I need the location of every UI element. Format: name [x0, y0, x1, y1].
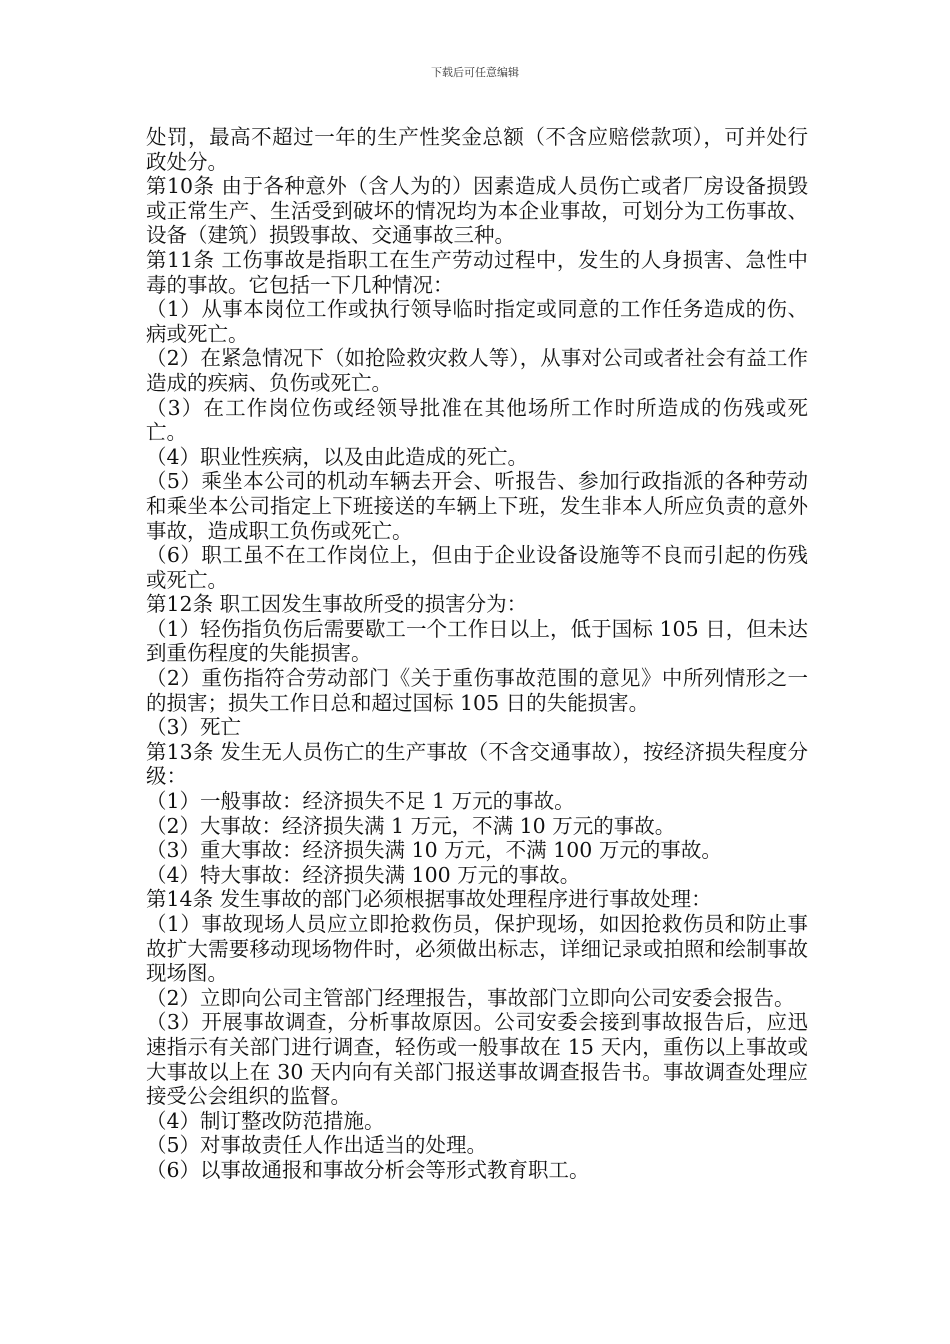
- article-14-item-4: （4）制订整改防范措施。: [146, 1108, 385, 1133]
- article-13: 第13条 发生无人员伤亡的生产事故（不含交通事故），按经济损失程度分级：: [146, 739, 808, 789]
- article-11-item-5: （5）乘坐本公司的机动车辆去开会、听报告、参加行政指派的各种劳动和乘坐本公司指定上下班接送的车辆上下班，发生非本人所应负责的意外事故，造成职工负伤或死亡。: [146, 469, 808, 543]
- article-13-item-4: （4）特大事故：经济损失满 100 万元的事故。: [146, 862, 581, 887]
- article-14-item-6: （6）以事故通报和事故分析会等形式教育职工。: [146, 1157, 590, 1182]
- article-14-item-1: （1）事故现场人员应立即抢救伤员，保护现场，如因抢救伤员和防止事故扩大需要移动现场物件时，必须做出标志，详细记录或拍照和绘制事故现场图。: [146, 912, 808, 986]
- article-14-item-5: （5）对事故责任人作出适当的处理。: [146, 1133, 488, 1158]
- article-12-item-3: （3）死亡: [146, 715, 242, 740]
- article-11-item-3: （3）在工作岗位伤或经领导批准在其他场所工作时所造成的伤残或死亡。: [146, 395, 808, 445]
- article-14-item-2: （2）立即向公司主管部门经理报告，事故部门立即向公司安委会报告。: [146, 985, 795, 1010]
- article-12-item-2: （2）重伤指符合劳动部门《关于重伤事故范围的意见》中所列情形之一的损害；损失工作日总和超过国标 105 日的失能损害。: [146, 666, 808, 715]
- page-header: 下载后可任意编辑: [431, 66, 519, 79]
- article-11-item-4: （4）职业性疾病，以及由此造成的死亡。: [146, 444, 529, 469]
- article-14: 第14条 发生事故的部门必须根据事故处理程序进行事故处理：: [146, 887, 712, 912]
- article-11-item-6: （6）职工虽不在工作岗位上，但由于企业设备设施等不良而引起的伤残或死亡。: [146, 543, 808, 592]
- article-12-item-1: （1）轻伤指负伤后需要歇工一个工作日以上，低于国标 105 日，但未达到重伤程度的失能损害。: [146, 616, 808, 666]
- article-13-item-1: （1）一般事故：经济损失不足 1 万元的事故。: [146, 789, 575, 814]
- article-13-item-2: （2）大事故：经济损失满 1 万元，不满 10 万元的事故。: [146, 813, 676, 838]
- article-11-item-2: （2）在紧急情况下（如抢险救灾救人等），从事对公司或者社会有益工作造成的疾病、负伤或死亡。: [146, 346, 808, 395]
- article-10: 第10条 由于各种意外（含人为的）因素造成人员伤亡或者厂房设备损毁或正常生产、生活受到破坏的情况均为本企业事故，可划分为工伤事故、设备（建筑）损毁事故、交通事故三种。: [146, 174, 808, 248]
- document-body: [146, 125, 808, 1183]
- article-11-item-1: （1）从事本岗位工作或执行领导临时指定或同意的工作任务造成的伤、病或死亡。: [146, 297, 808, 346]
- article-11: 第11条 工伤事故是指职工在生产劳动过程中，发生的人身损害、急性中毒的事故。它包括一下几种情况：: [146, 247, 808, 297]
- article-13-item-3: （3）重大事故：经济损失满 10 万元，不满 100 万元的事故。: [146, 838, 722, 863]
- article-14-item-3: （3）开展事故调查，分析事故原因。公司安委会接到事故报告后，应迅速指示有关部门进行调查，轻伤或一般事故在 15 天内，重伤以上事故或大事故以上在 30 天内向有关部门报送事故调查报告书。事故调查处理应接受公会组织的监督。: [146, 1010, 808, 1109]
- paragraph-penalty-continuation: 处罚，最高不超过一年的生产性奖金总额（不含应赔偿款项），可并处行政处分。: [146, 125, 808, 174]
- article-12: 第12条 职工因发生事故所受的损害分为：: [146, 592, 528, 617]
